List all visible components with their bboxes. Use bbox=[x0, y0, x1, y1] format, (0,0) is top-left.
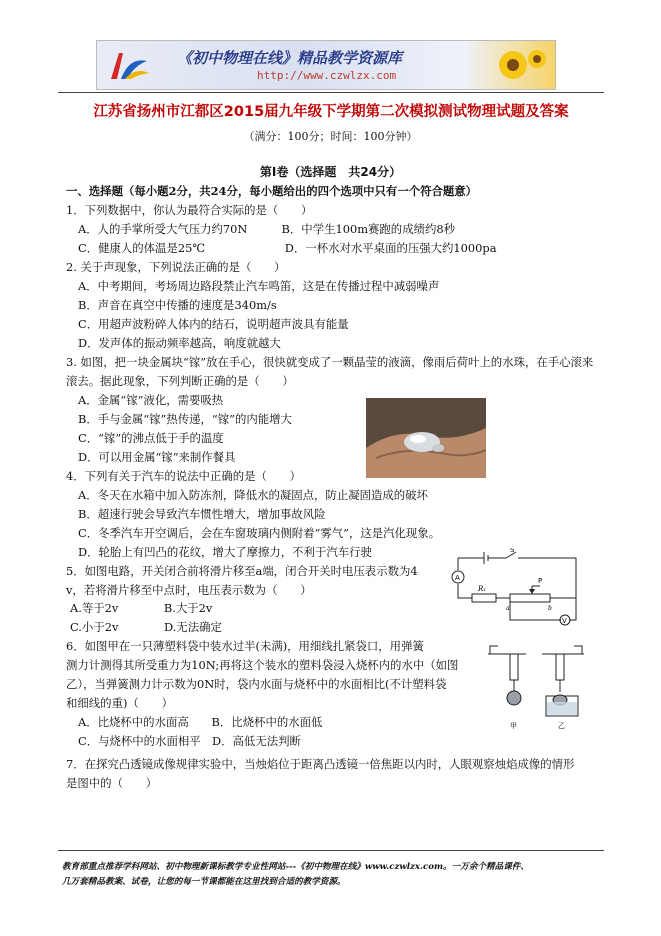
header-banner bbox=[96, 40, 556, 90]
question-4: 4．下列有关于汽车的说法中正确的是（ ） bbox=[66, 469, 302, 483]
spring-scale-figure bbox=[486, 640, 590, 732]
q4-option-b: B．超速行驶会导致汽车惯性增大，增加事故风险 bbox=[78, 507, 326, 521]
q3-option-a: A．金属“镓”液化，需要吸热 bbox=[78, 393, 224, 407]
question-6-cont3: 和细线的重)（ ） bbox=[66, 696, 173, 710]
ammeter-label: A bbox=[455, 574, 460, 582]
question-2: 2. 关于声现象，下列说法正确的是（ ） bbox=[66, 260, 286, 274]
sunflower-icon bbox=[493, 45, 549, 85]
q3-option-d: D．可以用金属“镓”来制作餐具 bbox=[78, 450, 236, 464]
footer-rule bbox=[58, 850, 604, 851]
q4-option-c: C．冬季汽车开空调后，会在车窗玻璃内侧附着“雾气”，这是汽化现象。 bbox=[78, 526, 441, 540]
gallium-hand-photo bbox=[366, 398, 486, 478]
q2-option-c: C．用超声波粉碎人体内的结石，说明超声波具有能量 bbox=[78, 317, 349, 331]
slider-label: P bbox=[538, 577, 543, 585]
q3-option-c: C．“镓”的沸点低于手的温度 bbox=[78, 431, 224, 445]
question-1: 1．下列数据中，你认为最符合实际的是（ ） bbox=[66, 203, 313, 217]
q1-options-cd: C．健康人的体温是25℃ D．一杯水对水平桌面的压强大约1000pa bbox=[78, 241, 497, 255]
question-5: 5．如图电路，开关闭合前将滑片移至a端，闭合开关时电压表示数为4 bbox=[66, 564, 418, 578]
q3-option-b: B．手与金属“镓”热传递，“镓”的内能增大 bbox=[78, 412, 292, 426]
header-rule bbox=[58, 92, 604, 93]
question-7-cont: 是图中的（ ） bbox=[66, 776, 158, 790]
logo-icon bbox=[107, 47, 151, 83]
switch-label: S bbox=[510, 548, 515, 554]
q1-options-ab: A．人的手掌所受大气压力约70N B．中学生100m赛跑的成绩约8秒 bbox=[78, 222, 456, 236]
section-instruction: 一、选择题（每小题2分，共24分，每小题给出的四个选项中只有一个符合题意） bbox=[66, 184, 478, 198]
question-6: 6．如图甲在一只薄塑料袋中装水过半(未满)，用细线扎紧袋口，用弹簧 bbox=[66, 639, 424, 653]
q5-options-ab: A.等于2v B.大于2v bbox=[70, 601, 213, 615]
q4-option-a: A．冬天在水箱中加入防冻剂，降低水的凝固点，防止凝固造成的破坏 bbox=[78, 488, 428, 502]
question-7: 7．在探究凸透镜成像规律实验中，当烛焰位于距离凸透镜一倍焦距以内时，人眼观察烛焰成像的情形 bbox=[66, 757, 575, 771]
q6-options-ab: A．比烧杯中的水面高 B．比烧杯中的水面低 bbox=[78, 715, 323, 729]
footer-line-1: 教育部重点推荐学科网站、初中物理新课标教学专业性网站---《初中物理在线》www.czwlzx.com。一万余个精品课件、 bbox=[62, 862, 529, 872]
banner-url[interactable]: http://www.czwlzx.com bbox=[257, 69, 397, 82]
question-6-cont2: 乙），当弹簧测力计示数为0N时，袋内水面与烧杯中的水面相比(不计塑料袋 bbox=[66, 677, 447, 691]
q5-options-cd: C.小于2v D.无法确定 bbox=[70, 620, 222, 634]
exam-info: （满分：100分；时间：100分钟） bbox=[243, 130, 418, 143]
page-title: 江苏省扬州市江都区2015届九年级下学期第二次模拟测试物理试题及答案 bbox=[93, 104, 569, 120]
footer-line-2: 几万套精品教案、试卷，让您的每一节课都能在这里找到合适的教学资源。 bbox=[62, 877, 346, 887]
terminal-b-label: b bbox=[548, 605, 552, 612]
section-heading: 第Ⅰ卷（选择题 共24分） bbox=[259, 165, 402, 179]
question-5-cont: v，若将滑片移至中点时，电压表示数为（ ） bbox=[66, 583, 312, 597]
question-6-cont1: 测力计测得其所受重力为10N;再将这个装水的塑料袋浸入烧杯内的水中（如图 bbox=[66, 658, 459, 672]
question-3: 3. 如图，把一块金属块“镓”放在手心，很快就变成了一颗晶莹的液滴，像雨后荷叶上的水珠，在手心滚来 bbox=[66, 355, 594, 369]
r1-label: R₁ bbox=[478, 585, 487, 593]
banner-title: 《初中物理在线》精品教学资源库 bbox=[177, 49, 403, 67]
q2-option-b: B．声音在真空中传播的速度是340m/s bbox=[78, 298, 277, 312]
q2-option-a: A．中考期间，考场周边路段禁止汽车鸣笛，这是在传播过程中减弱噪声 bbox=[78, 279, 440, 293]
voltmeter-label: V bbox=[562, 617, 567, 625]
question-3-cont: 滚去。据此现象，下列判断正确的是（ ） bbox=[66, 374, 294, 388]
q6-options-cd: C．与烧杯中的水面相平 D．高低无法判断 bbox=[78, 734, 301, 748]
circuit-diagram bbox=[448, 548, 584, 634]
label-yi: 乙 bbox=[558, 722, 565, 730]
terminal-a-label: a bbox=[506, 605, 510, 612]
label-jia: 甲 bbox=[510, 722, 517, 730]
q2-option-d: D．发声体的振动频率越高，响度就越大 bbox=[78, 336, 281, 350]
q4-option-d: D．轮胎上有凹凸的花纹，增大了摩擦力，不利于汽车行驶 bbox=[78, 545, 372, 559]
